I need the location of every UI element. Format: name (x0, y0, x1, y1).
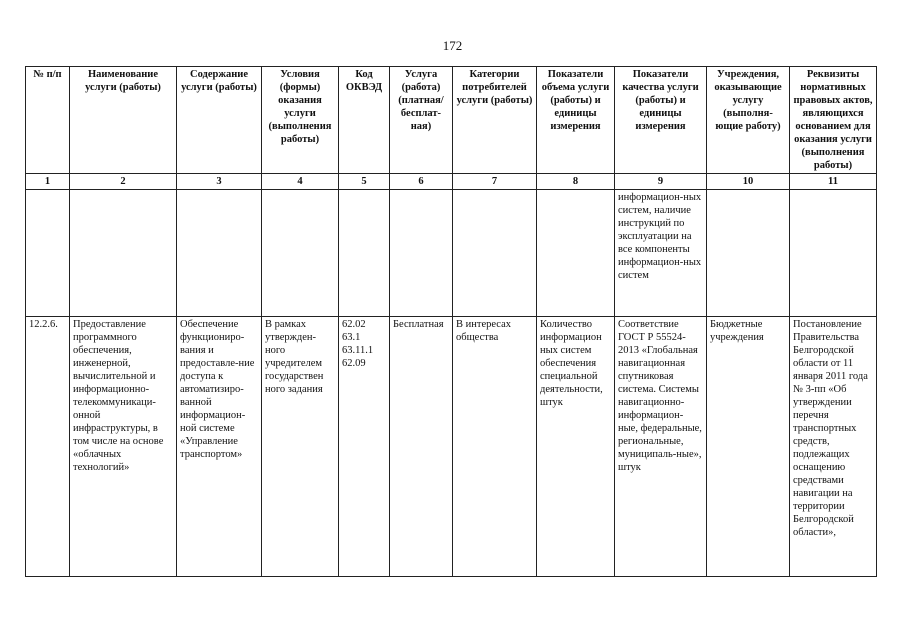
volume-indicators: Количество информацион ных систем обеспечения специальной деятельности, штук (537, 317, 615, 577)
column-number-row (26, 174, 877, 190)
table-cell (453, 190, 537, 317)
row-number: 12.2.6. (26, 317, 70, 577)
table-cell (262, 190, 339, 317)
okved-code: 62.02 (342, 319, 366, 330)
header-paid: Услуга (работа) (платная/ бесплат-ная) (390, 67, 453, 174)
table-cell (339, 190, 390, 317)
table-cell (390, 190, 453, 317)
service-paid: Бесплатная (390, 317, 453, 577)
header-row (26, 67, 877, 174)
column-number: 8 (537, 174, 615, 190)
service-content: Обеспечение функциониро-вания и предоставле-ние доступа к автоматизиро-ванной информацион-ной системе «Управление транспортом» (177, 317, 262, 577)
okved-code: 62.09 (342, 358, 366, 369)
column-number: 10 (707, 174, 790, 190)
header-quality: Показатели качества услуги (работы) и единицы измерения (615, 67, 707, 174)
page-number: 172 (442, 38, 463, 53)
service-conditions: В рамках утвержден-ного учредителем государствен ного задания (262, 317, 339, 577)
column-number: 1 (26, 174, 70, 190)
quality-indicators: Соответствие ГОСТ Р 55524-2013 «Глобальная навигационная спутниковая система. Системы навигационно-информацион-ные, федеральные, региональные, муниципаль-ные», штук (615, 317, 707, 577)
table-cell (537, 190, 615, 317)
table-cell (790, 190, 877, 317)
header-legal: Реквизиты нормативных правовых актов, являющихся основанием для оказания услуги (выполнения работы) (790, 67, 877, 174)
okved-code: 63.11.1 (342, 345, 374, 356)
column-number: 2 (70, 174, 177, 190)
column-number: 4 (262, 174, 339, 190)
header-volume: Показатели объема услуги (работы) и единицы измерения (537, 67, 615, 174)
header-consumers: Категории потребителей услуги (работы) (453, 67, 537, 174)
header-content: Содержание услуги (работы) (177, 67, 262, 174)
table-cell (70, 190, 177, 317)
header-institutions: Учреждения, оказывающие услугу (выполня-ющие работу) (707, 67, 790, 174)
continuation-quality-cell: информацион-ных систем, наличие инструкций по эксплуатации на все компоненты информацион-ных систем (615, 190, 707, 317)
column-number: 3 (177, 174, 262, 190)
table-row (26, 317, 877, 577)
header-okved: Код ОКВЭД (339, 67, 390, 174)
header-name: Наименование услуги (работы) (70, 67, 177, 174)
service-name: Предоставление программного обеспечения, инженерной, вычислительной и информационно-телекоммуникаци-онной инфраструктуры, в том числе на основе «облачных технологий» (70, 317, 177, 577)
institutions: Бюджетные учреждения (707, 317, 790, 577)
table-cell (707, 190, 790, 317)
header-conditions: Условия (формы) оказания услуги (выполнения работы) (262, 67, 339, 174)
column-number: 5 (339, 174, 390, 190)
table-cell (26, 190, 70, 317)
okved-code: 63.1 (342, 332, 361, 343)
okved-codes (339, 317, 390, 577)
legal-acts: Постановление Правительства Белгородской области от 11 января 2011 года № 3-пп «Об утверждении перечня транспортных средств, подлежащих оснащению средствами навигации на территории Белгородской области», (790, 317, 877, 577)
continuation-row (26, 190, 877, 317)
service-consumers: В интересах общества (453, 317, 537, 577)
column-number: 11 (790, 174, 877, 190)
column-number: 7 (453, 174, 537, 190)
services-table (25, 66, 877, 577)
header-number: № п/п (26, 67, 70, 174)
table-cell (177, 190, 262, 317)
column-number: 6 (390, 174, 453, 190)
column-number: 9 (615, 174, 707, 190)
